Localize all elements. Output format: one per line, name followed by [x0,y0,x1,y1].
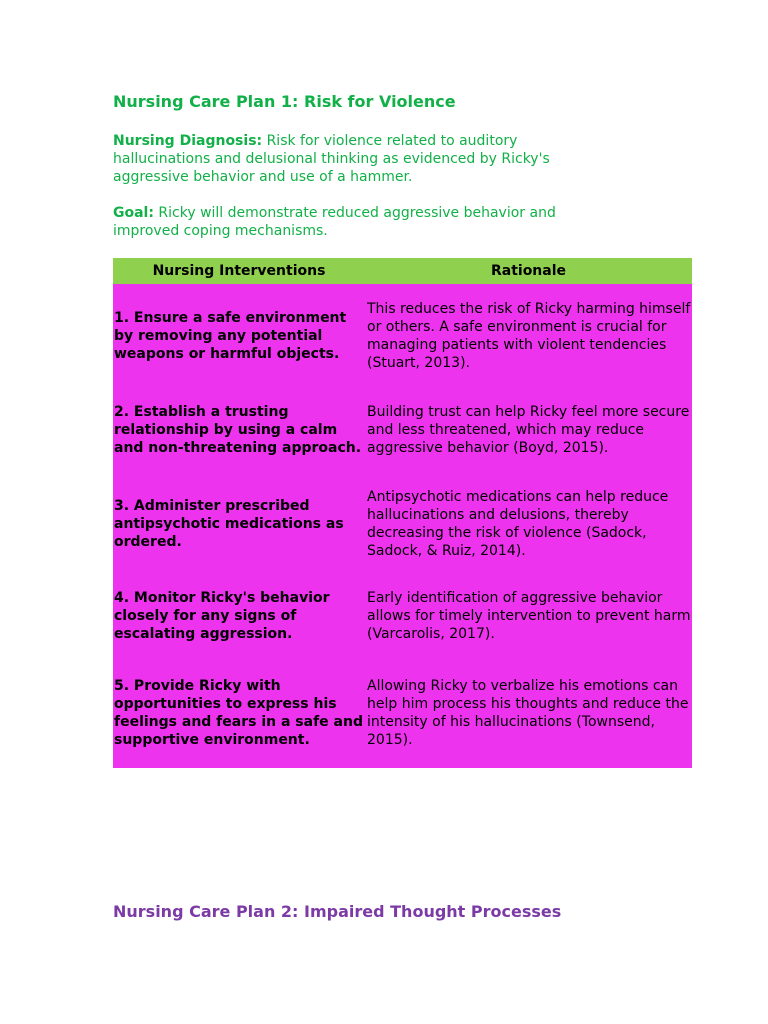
table-header-row [113,258,692,284]
nursing-diagnosis-text: Risk for violence related to auditory hallucinations and delusional thinking as evidenced by Ricky's aggressive behavior and use of a hammer. [113,133,550,185]
table-row [113,658,692,768]
care-plan-table [113,258,692,768]
intervention-cell: 3. Administer prescribed antipsychotic medications as ordered. [113,473,365,574]
table-row [113,387,692,473]
intervention-cell: 2. Establish a trusting relationship by using a calm and non-threatening approach. [113,387,365,473]
rationale-cell: Building trust can help Ricky feel more secure and less threatened, which may reduce aggressive behavior (Boyd, 2015). [365,387,692,473]
header-rationale: Rationale [365,258,692,284]
table-row [113,574,692,658]
intervention-cell: 4. Monitor Ricky's behavior closely for any signs of escalating aggression. [113,574,365,658]
nursing-diagnosis-label: Nursing Diagnosis: [113,133,263,149]
nursing-diagnosis [113,132,613,186]
care-plan-1-title: Nursing Care Plan 1: Risk for Violence [113,92,456,111]
rationale-cell: Allowing Ricky to verbalize his emotions can help him process his thoughts and reduce the intensity of his hallucinations (Townsend, 2015). [365,658,692,768]
rationale-cell: Antipsychotic medications can help reduce hallucinations and delusions, thereby decreasing the risk of violence (Sadock, Sadock, & Ruiz, 2014). [365,473,692,574]
rationale-cell: Early identification of aggressive behavior allows for timely intervention to prevent harm (Varcarolis, 2017). [365,574,692,658]
goal-label: Goal: [113,205,154,221]
intervention-cell: 1. Ensure a safe environment by removing any potential weapons or harmful objects. [113,284,365,387]
table-row [113,284,692,387]
rationale-cell: This reduces the risk of Ricky harming himself or others. A safe environment is crucial for managing patients with violent tendencies (Stuart, 2013). [365,284,692,387]
header-interventions: Nursing Interventions [113,258,365,284]
table-row [113,473,692,574]
goal [113,204,613,240]
intervention-cell: 5. Provide Ricky with opportunities to express his feelings and fears in a safe and supportive environment. [113,658,365,768]
goal-text: Ricky will demonstrate reduced aggressive behavior and improved coping mechanisms. [113,205,556,239]
care-plan-2-title: Nursing Care Plan 2: Impaired Thought Processes [113,902,562,921]
